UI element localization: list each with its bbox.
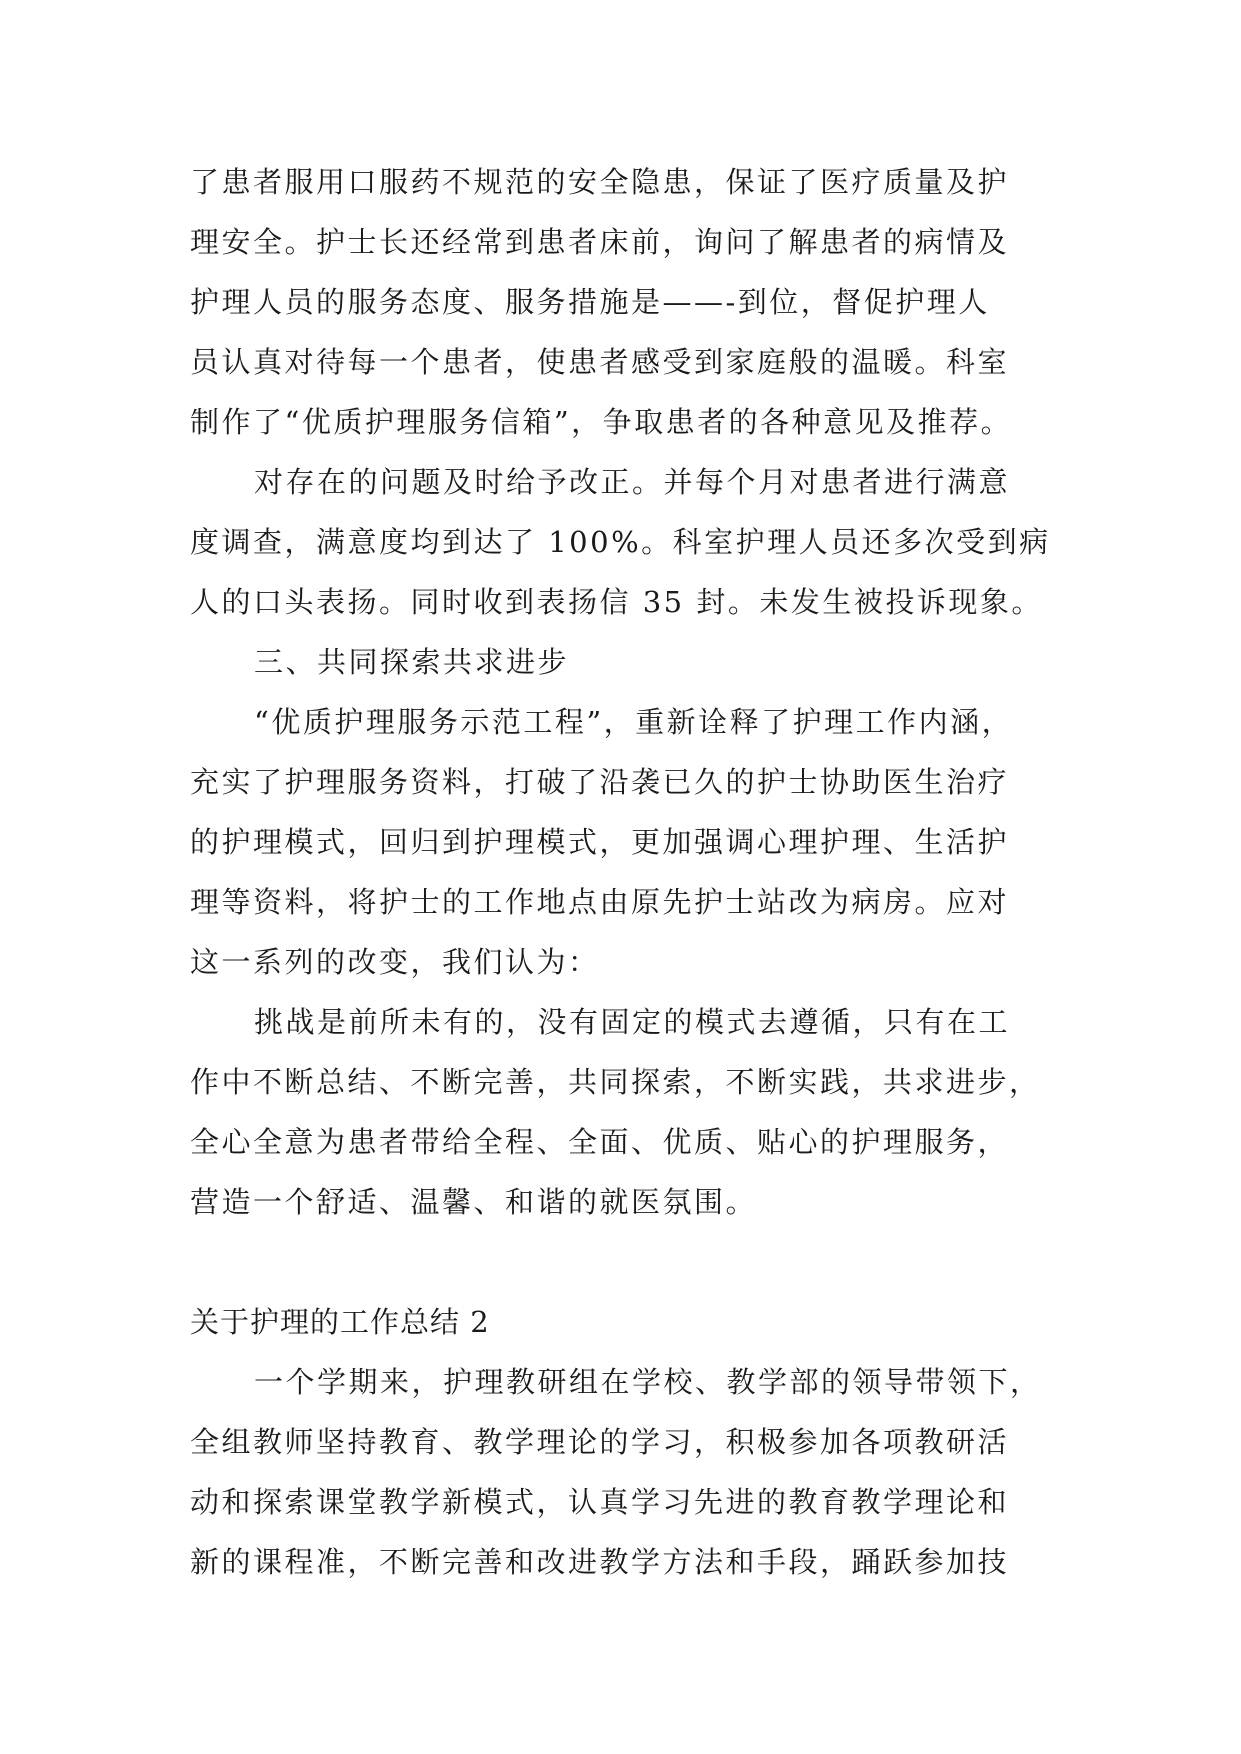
text-line: 充实了护理服务资料，打破了沿袭已久的护士协助医生治疗 bbox=[190, 765, 1010, 799]
paragraph-challenge bbox=[190, 992, 1070, 1232]
text-line: 人的口头表扬。同时收到表扬信 35 封。未发生被投诉现象。 bbox=[190, 585, 1043, 619]
text-line: 新的课程准，不断完善和改进教学方法和手段，踊跃参加技 bbox=[190, 1545, 1010, 1579]
text-line: 理等资料，将护士的工作地点由原先护士站改为病房。应对 bbox=[190, 885, 1010, 919]
text-line: 挑战是前所未有的，没有固定的模式去遵循，只有在工 bbox=[254, 1005, 1011, 1039]
paragraph-quality-nursing bbox=[190, 692, 1070, 992]
text-line: 对存在的问题及时给予改正。并每个月对患者进行满意 bbox=[254, 465, 1011, 499]
text-line: 一个学期来，护理教研组在学校、教学部的领导带领下， bbox=[254, 1365, 1042, 1399]
text-line: 动和探索课堂教学新模式，认真学习先进的教育教学理论和 bbox=[190, 1485, 1010, 1519]
text-line: 的护理模式，回归到护理模式，更加强调心理护理、生活护 bbox=[190, 825, 1010, 859]
text-line: 度调查，满意度均到达了 100%。科室护理人员还多次受到病 bbox=[190, 525, 1051, 559]
section-subheading: 三、共同探索共求进步 bbox=[254, 645, 570, 679]
paragraph-spacer bbox=[190, 1232, 1070, 1292]
paragraph-satisfaction bbox=[190, 452, 1070, 632]
document-title-2: 关于护理的工作总结 2 bbox=[190, 1305, 490, 1339]
text-line: 营造一个舒适、温馨、和谐的就医氛围。 bbox=[190, 1185, 758, 1219]
text-line: 作中不断总结、不断完善，共同探索，不断实践，共求进步， bbox=[190, 1065, 1041, 1099]
text-line: 了患者服用口服药不规范的安全隐患，保证了医疗质量及护 bbox=[190, 165, 1010, 199]
document-body bbox=[190, 152, 1070, 1592]
text-line: 全心全意为患者带给全程、全面、优质、贴心的护理服务， bbox=[190, 1125, 1010, 1159]
paragraph-semester-summary bbox=[190, 1352, 1070, 1592]
paragraph-continued bbox=[190, 152, 1070, 452]
text-line: 全组教师坚持教育、教学理论的学习，积极参加各项教研活 bbox=[190, 1425, 1010, 1459]
text-line: 这一系列的改变，我们认为： bbox=[190, 945, 600, 979]
text-line: 护理人员的服务态度、服务措施是——-到位，督促护理人 bbox=[190, 285, 990, 319]
text-line: “优质护理服务示范工程”，重新诠释了护理工作内涵， bbox=[254, 705, 1014, 739]
text-line: 员认真对待每一个患者，使患者感受到家庭般的温暖。科室 bbox=[190, 345, 1010, 379]
text-line: 制作了“优质护理服务信箱”，争取患者的各种意见及推荐。 bbox=[190, 405, 1013, 439]
text-line: 理安全。护士长还经常到患者床前，询问了解患者的病情及 bbox=[190, 225, 1010, 259]
